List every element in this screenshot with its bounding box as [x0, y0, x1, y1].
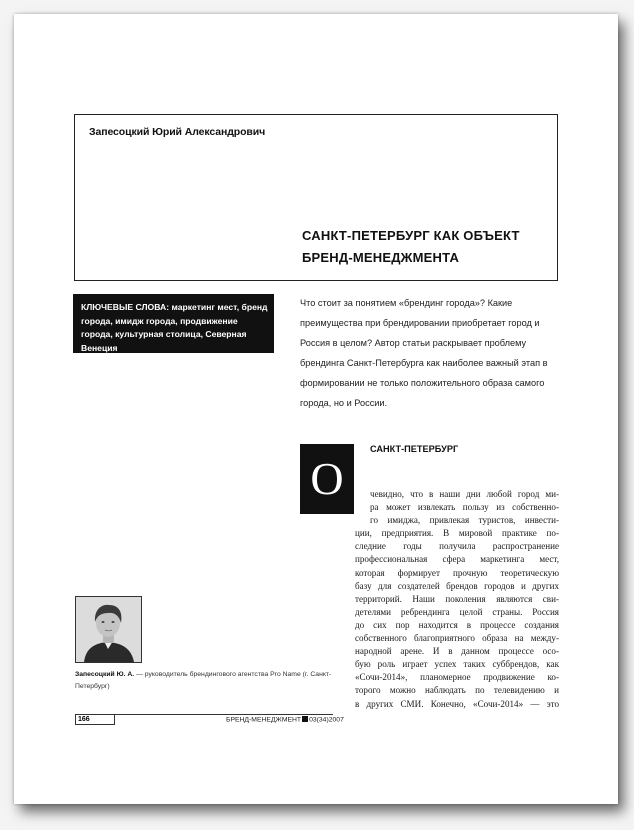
article-body	[351, 488, 559, 711]
journal-name	[226, 716, 344, 724]
body-line: чевидно, что в наши дни любой город ми-	[370, 489, 559, 499]
body-line: «Сочи-2014», планомерное продвижение ко-	[355, 672, 559, 683]
body-line: профессиональная сфера маркетинга мест,	[355, 554, 559, 565]
article-title	[302, 225, 552, 269]
body-line: бую роль играет успех таких суббрендов, как	[355, 659, 559, 670]
bio-text: — руководитель брендингового агентства Pro Name (г. Санкт-Петербург)	[75, 671, 332, 690]
body-line: торого можно наблюдать по телевидению и	[355, 685, 559, 696]
body-line: народной арене. И в данном процессе осо-	[355, 646, 559, 657]
author-portrait-image	[76, 597, 141, 662]
bio-name: Запесоцкий Ю. А.	[75, 671, 135, 678]
author-photo	[75, 596, 142, 663]
article-abstract: Что стоит за понятием «брендинг города»? Какие преимущества при брендировании приобретает город и Россия в целом? Автор статьи раскрывает проблему брендинга Санкт-Петербурга как наиболее важный этап в формировании не только положительного образа самого города, но и России.	[300, 298, 548, 408]
body-line: базу для создателей брендов городов и других	[355, 580, 559, 591]
keywords-text: маркетинг мест, бренд города, имидж города, продвижение города, культурная столица, Северная Венеция	[81, 302, 268, 353]
square-bullet-icon	[302, 716, 308, 722]
body-line: следние годы получила распространение	[355, 541, 559, 552]
keywords-box	[73, 294, 274, 353]
body-line: в других СМИ. Конечно, «Сочи-2014» — это	[355, 698, 559, 709]
article-title-line-1: САНКТ-ПЕТЕРБУРГ КАК ОБЪЕКТ	[302, 228, 520, 243]
journal-issue: 03(34)2007	[309, 716, 344, 724]
article-title-line-2: БРЕНД-МЕНЕДЖМЕНТА	[302, 250, 460, 265]
section-title: САНКТ-ПЕТЕРБУРГ	[370, 444, 459, 454]
drop-cap: О	[300, 444, 354, 514]
body-line: которая формирует прочную теоретическую	[355, 567, 559, 578]
journal-title: БРЕНД-МЕНЕДЖМЕНТ	[226, 716, 302, 724]
author-name: Запесоцкий Юрий Александрович	[89, 126, 266, 138]
body-line: детелями ребрендинга целой страны. Россия	[355, 606, 559, 617]
body-line: до сих пор находится в процессе создания	[355, 619, 559, 630]
author-bio	[75, 669, 341, 693]
magazine-page	[14, 14, 618, 804]
body-line: ции, предприятия. В мировой практике по-	[355, 528, 559, 539]
body-line: территорий. Наши поколения являются сви-	[355, 593, 559, 604]
page-number: 166	[75, 715, 115, 725]
article-header-box	[74, 114, 558, 281]
body-line: го имиджа, привлекая туристов, инвести-	[370, 515, 559, 526]
body-line: ра может извлекать пользу из собственно-	[370, 502, 559, 513]
keywords-label: КЛЮЧЕВЫЕ СЛОВА:	[81, 302, 170, 312]
body-line: собственного благоприятного образа на между-	[355, 633, 559, 644]
